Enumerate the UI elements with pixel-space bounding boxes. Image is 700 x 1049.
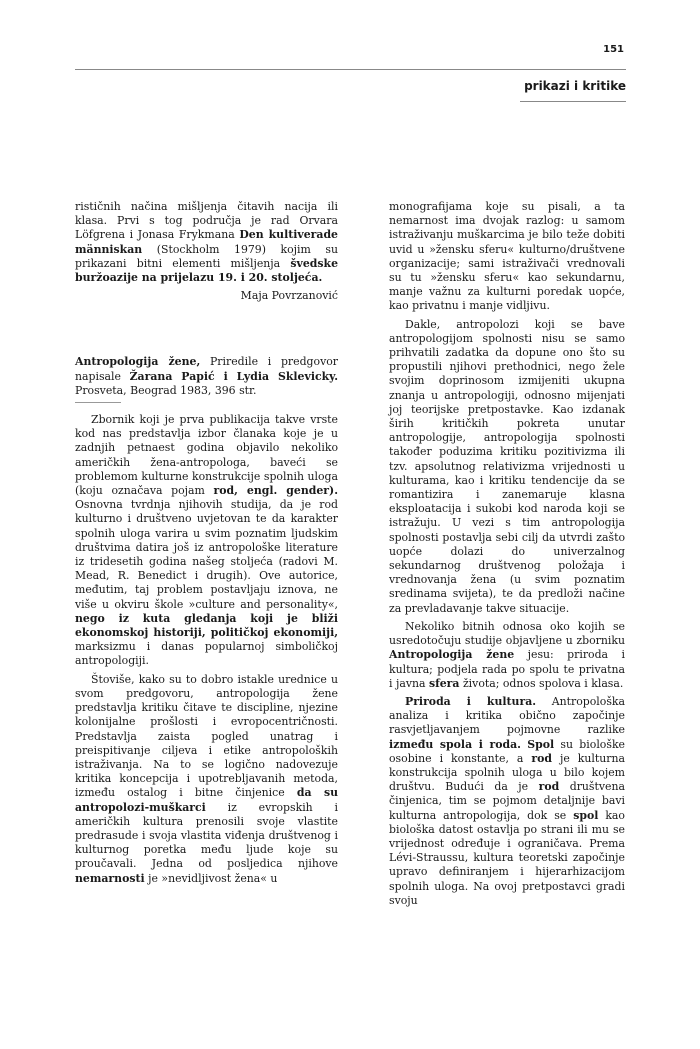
text-span: Priredile i predgovor napisale (75, 355, 338, 383)
text-span: Zbornik koji je prva publikacija takve vrste kod nas predstavlja izbor članaka koje je u zadnjih petnaest godina objavilo nekoliko američkih žena-antropologa, baveći se problemom kulturne konstrukcije spolnih uloga (koju označava pojam (75, 413, 338, 498)
emphasis-text: Spol (527, 737, 555, 751)
review-heading (75, 355, 338, 398)
section-label: prikazi i kritike (524, 79, 626, 93)
section-rule (520, 101, 626, 102)
review-paragraph-4: Dakle, antropolozi koji se bave antropologijom spolnosti nisu se samo prihvatili zadatka da dopune ono što su propustili njihovi prethodnici, nego žele svojim doprinosom izmijeniti ukupna znanja u antropologiji, odnosno mijenjati joj teorijske pretpostavke. Kao izdanak širih kritičkih pokreta unutar antropologije, antropologija spolnosti također poduzima kritiku pozitivizma ili tzv. apsolutnog relativizma vrijednosti u kulturama, kao i kritiku tendencije da se romantizira i zanemaruje klasna eksploatacija i sukobi kod naroda koji se istražuju. U vezi s tim antropologija spolnosti postavlja sebi cilj da utvrdi zašto uopće dolazi do univerzalnog sekundarnog društvenog položaja i vrednovanja žena (u svim poznatim sredinama svijeta), te da predloži načine za prevladavanje takve situacije. (389, 317, 625, 615)
text-span: jesu: priroda i kultura; podjela rada po spolu te privatna i javna (389, 648, 625, 690)
review-paragraph-2 (75, 673, 338, 886)
header-rule (75, 69, 626, 70)
text-span: kao biološka datost ostavlja po strani ili mu se vrijednost određuje i ograničava. Prema Lévi-Straussu, kultura teoretski započinje upravo definiranjem i hijerarhizacijom spolnih uloga. Na ovoj pretpostavci gradi svoju (389, 808, 625, 907)
review-editors: Žarana Papić i Lydia Sklevicky. (129, 369, 339, 383)
author-signature: Maja Povrzanović (240, 289, 338, 303)
subsection-title: Priroda i kultura. (405, 694, 537, 708)
review-title: Antropologija žene, (75, 355, 201, 369)
text-span: su biološke osobine i konstante, a (389, 737, 625, 765)
text-span: rističnih načina mišljenja čitavih nacija ili klasa. Prvi s tog područja je rad Orvara Löfgrena i Jonasa Frykmana (75, 200, 338, 242)
page-number: 151 (603, 44, 624, 55)
text-span: je kulturna konstrukcija spolnih uloga u bilo kojem društvu. Budući da je (389, 751, 625, 794)
emphasis-text: da su antropolozi-muškarci (75, 786, 338, 814)
right-column (389, 200, 625, 908)
heading-divider (75, 402, 121, 403)
review-paragraph-6 (389, 695, 625, 908)
text-span: marksizmu i danas popularnoj simboličkoj antropologiji. (75, 640, 338, 668)
text-span: (Stockholm 1979) kojim su prikazani bitni elementi mišljenja (75, 242, 338, 270)
text-span: Antropološka analiza i kritika obično započinje rasvjetljavanjem pojmovne razlike (389, 694, 625, 737)
emphasis-text: spol (573, 808, 599, 822)
review-paragraph-5 (389, 620, 625, 691)
emphasis-text: nemarnosti (75, 871, 145, 885)
emphasis-text: švedske buržoazije na prijelazu 19. i 20. stoljeća. (75, 256, 338, 285)
review-paragraph-1 (75, 413, 338, 669)
emphasis-text: sfera (428, 676, 460, 690)
text-span: je »nevidljivost žena« u (144, 871, 278, 885)
text-span: društvena činjenica, tim se pojmom detaljnije bavi kulturna antropologija, dok se (389, 780, 625, 822)
text-span: Štoviše, kako su to dobro istakle urednice u svom predgovoru, antropologija žene predstavlja kritiku čitave te discipline, njezine kolonijalne prošlosti i evropocentričnosti. Predstavlja zaista pogled unatrag i preispitivanje ciljeva i etike antropoloških istraživanja. Na to se logično nadovezuje kritika koncepcija i upotrebljavanih metoda, između ostalog i bitne činjenice (75, 672, 338, 800)
emphasis-text: rod (531, 751, 553, 765)
review-paragraph-3: monografijama koje su pisali, a ta nemarnost ima dvojak razlog: u samom istraživanju muškarcima je bilo teže dobiti uvid u »žensku sferu« kulturno/društvene organizacije; sami istraživači vrednovali su tu »žensku sferu« kao sekundarnu, manje važnu za kulturni poredak uopće, kao privatnu i manje vidljivu. (389, 200, 625, 313)
book-title: Antropologija žene (389, 648, 515, 662)
emphasis-text: između spola i roda. (389, 737, 521, 751)
emphasis-text: rod, engl. gender). (213, 484, 338, 498)
left-column (75, 200, 338, 886)
emphasis-text: nego iz kuta gledanja koji je bliži ekonomskoj historiji, političkoj ekonomiji, (75, 611, 338, 640)
text-span: Nekoliko bitnih odnosa oko kojih se usredotočuju studije objavljene u zborniku (389, 619, 625, 648)
intro-paragraph (75, 200, 338, 285)
text-span: iz evropskih i američkih kultura prenosili svoje vlastite predrasude i svoja vlastita viđenja društvenog i kulturnog poretka među ljude koje su proučavali. Jedna od posljedica njihove (75, 800, 338, 871)
emphasis-text: rod (538, 780, 560, 794)
text-span: života; odnos spolova i klasa. (459, 676, 624, 690)
publication-info: Prosveta, Beograd 1983, 396 str. (75, 383, 257, 397)
text-span: Osnovna tvrdnja njihovih studija, da je rod kulturno i društveno uvjetovan te da karakter spolnih uloga varira u svim poznatim ljudskim društvima datira još iz antropološke literature iz tridesetih godina našeg stoljeća (radovi M. Mead, R. Benedict i drugih). Ove autorice, međutim, taj problem postavljaju iznova, ne više u okviru škole »culture and personality«, (75, 498, 338, 611)
book-title: Den kultiverade människan (75, 228, 338, 256)
